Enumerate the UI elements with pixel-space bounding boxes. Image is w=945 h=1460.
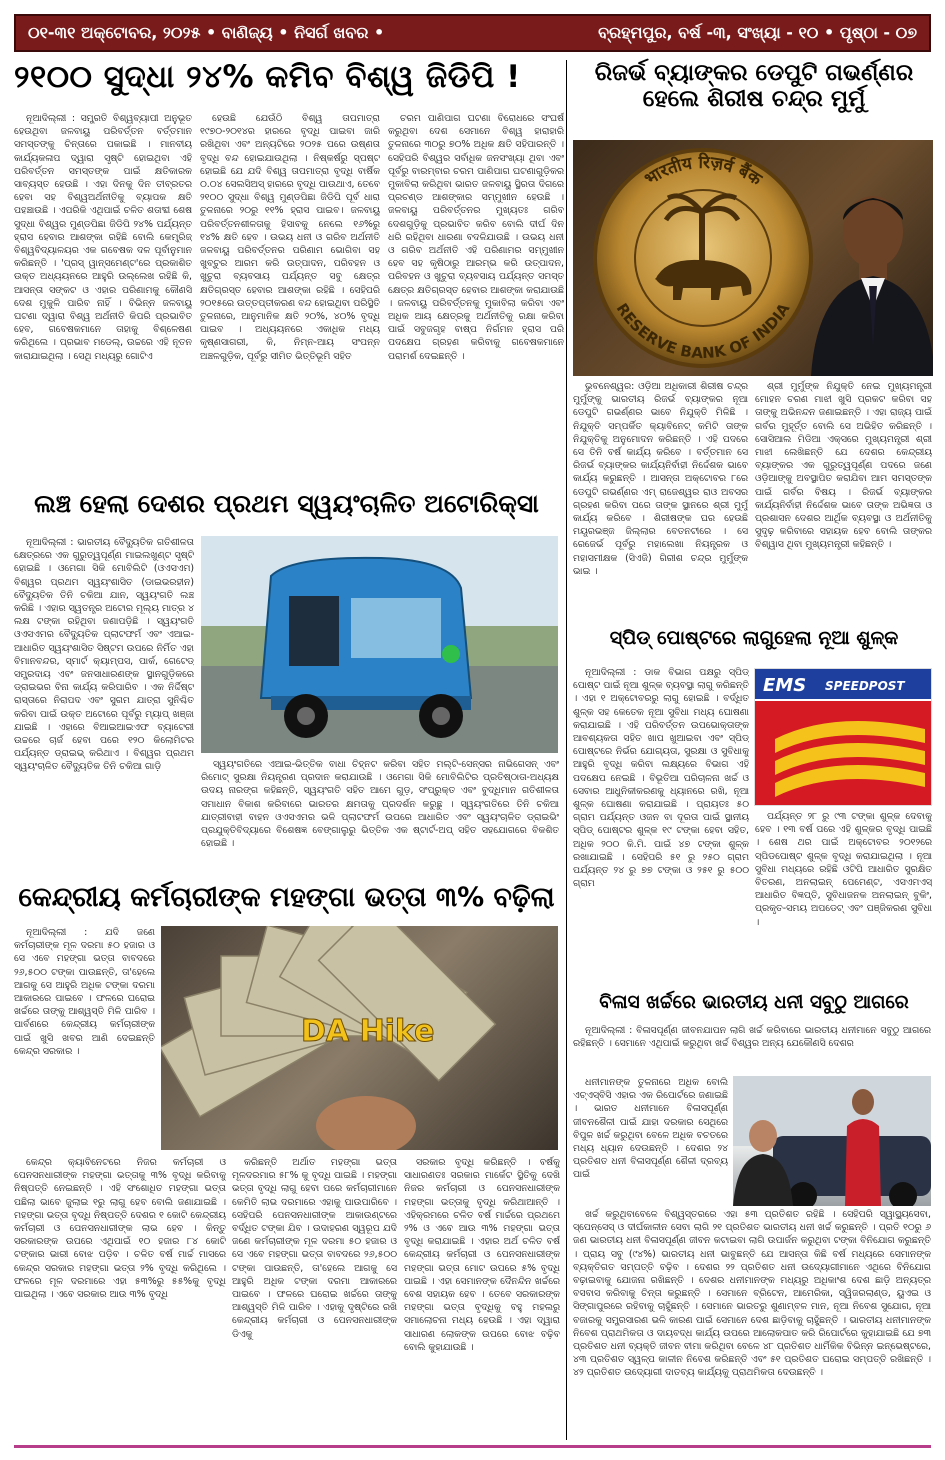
rich-couple-photo xyxy=(733,1076,931,1206)
post-text-1: ନୂଆଦିଲ୍ଲୀ : ଡାକ ବିଭାଗ ପକ୍ଷରୁ ସ୍ପିଡ୍ ପୋଷ୍ଟ ପାଇଁ ନୂଆ ଶୁଳ୍କ ବ୍ୟବସ୍ଥା ଲାଗୁ କରିଛନ୍ତି । ଏହା ୧ ଅକ୍ଟୋବରରୁ ଲାଗୁ ହୋଇଛି । ବର୍ଦ୍ଧିତ ଶୁଳ୍କ ସହ କେତେକ ନୂଆ ସୁବିଧା ମଧ୍ୟ ଘୋଷଣା କରାଯାଇଛି । ଏହି ପରିବର୍ତ୍ତନ ଉପଭୋକ୍ତାଙ୍କ ଆବଶ୍ୟକତା ସହିତ ଖାପ ଖୁଆଇବା ଏବଂ ସ୍ପିଡ୍ ପୋଷ୍ଟରେ ନିର୍ଭର ଯୋଗ୍ୟତା, ସୁରକ୍ଷା ଓ ସୁବିଧାକୁ ଆହୁରି ବୃଦ୍ଧି କରିବା ଲକ୍ଷ୍ୟରେ ବିଭାଗ ଏହି ପଦକ୍ଷେପ ନେଇଛି । ବିଭୂତିଆ ପରିଚାଳନା ଖର୍ଚ୍ଚ ଓ ସେବାର ଆଧୁନିକୀକରଣକୁ ଧ୍ୟାନରେ ରଖି, ନୂଆ ଶୁଳ୍କ ଘୋଷଣା କରାଯାଇଛି । ପ୍ରାୟତଃ ୫୦ ଗ୍ରାମ ପର୍ଯ୍ୟନ୍ତ ଓଜନ ବା ଦୂରତା ପାଇଁ ସ୍ଥାନୀୟ ସ୍ପିଡ୍ ପୋଷ୍ଟର ଶୁଳ୍କ ୧୯ ଟଙ୍କା ହେବା ସହିତ, ଅଧିକ ୨୦୦ କି.ମି. ପାଇଁ ୪୭ ଟଙ୍କା ଶୁଳ୍କ ରଖାଯାଇଛି । ସେହିପରି ୫୧ ରୁ ୨୫୦ ଗ୍ରାମ ପର୍ଯ୍ୟନ୍ତ ୨୪ ରୁ ୭୭ ଟଙ୍କା ଓ ୨୫୧ ରୁ ୫୦୦ ଗ୍ରାମ xyxy=(573,667,749,890)
rbi-photo xyxy=(573,140,933,376)
gdp-column-2 xyxy=(200,112,380,484)
speedpost-label: SPEEDPOST xyxy=(825,679,905,693)
seal-hindi-text: भारतीय रिज़र्व बैंक xyxy=(641,152,766,190)
da-text-1b: କେନ୍ଦ୍ର କ୍ୟାବିନେଟରେ ନିଜର କର୍ମଚାରୀ ଓ ପେନସନଧାରୀଙ୍କ ମହଙ୍ଗା ଭତ୍ତାକୁ ୩% ବୃଦ୍ଧି କରିବାକୁ ନିଷ୍ପତ୍ତି ନେଇଛନ୍ତି । ଏହି ସଂଶୋଧିତ ମହଙ୍ଗା ଭତ୍ତା ପଛିଲା ଭାବେ ଜୁଲାଇ ୧ରୁ ଲାଗୁ ହେବ ବୋଲି ଜଣାଯାଇଛି । ମହଙ୍ଗା ଭତ୍ତା ବୃଦ୍ଧି ନିଷ୍ପତ୍ତି ଦେଶର ୧ କୋଟି କେନ୍ଦ୍ରୀୟ କର୍ମଚାରୀ ଓ ପେନସନଧାରୀଙ୍କ ଲାଭ ହେବ । କିନ୍ତୁ ସରକାରଙ୍କ ଉପରେ ଏଥିପାଇଁ ୧୦ ହଜାର ୮୪ କୋଟି ଟଙ୍କାର ଭାରୀ ବୋଝ ପଡ଼ିବ । ଚଳିତ ବର୍ଷ ମାର୍ଚ୍ଚ ମାସରେ କେନ୍ଦ୍ର ସରକାର ମହଙ୍ଗା ଭତ୍ତା ୨% ବୃଦ୍ଧି କରିଥିଲେ । ଫଳରେ ମୂଳ ଦରମାରେ ଏହା ୫୩%ରୁ ୫୫%କୁ ବୃଦ୍ଧି ପାଇଥିଲା । ଏବେ ସରକାର ଆଉ ୩% ବୃଦ୍ଧି xyxy=(14,1157,226,1301)
rich-side-text: ଧନୀମାନଙ୍କ ତୁଳନାରେ ଅଧିକ ବୋଲି ଏଚ୍ଏସ୍ବିସି ଏହାର ଏକ ରିପୋର୍ଟରେ ଜଣାଇଛି । ଭାରତ ଧନୀମାନେ ବିଳାସପୂର୍ଣ୍ଣ ଜୀବନଶୈଳୀ ପାଇଁ ଯାହା ଦରକାର ସେଥିରେ ବିପୁଳ ଖର୍ଚ୍ଚ କରୁଥିବା ବେଳେ ଅଧିକ ବଚତରେ ମଧ୍ୟ ଧ୍ୟାନ ଦେଉଛନ୍ତି । ଦେଶର ୨୪ ପ୍ରତିଶତ ଧନୀ ବିଳାସପୂର୍ଣ୍ଣ ଶୈଳୀ ଦ୍ରବ୍ୟ ପାଇଁ xyxy=(573,1077,728,1181)
rich-column-full xyxy=(573,1208,931,1440)
post-text-2: ପର୍ଯ୍ୟନ୍ତ ୨୮ ରୁ ୯୩ ଟଙ୍କା ଶୁଳ୍କ ଦେବାକୁ ହେବ । ୧୩ ବର୍ଷ ପରେ ଏହି ଶୁଳ୍କର ବୃଦ୍ଧି ପାଇଛି । ଶେଷ ଥର ପାଇଁ ଅକ୍ଟୋବର ୨୦୧୨ରେ ସ୍ପିଡପୋଷ୍ଟ ଶୁଳ୍କ ବୃଦ୍ଧି କରାଯାଇଥିଲା । ନୂଆ ସୁବିଧା ମଧ୍ୟରେ ରହିଛି ଓଟିପି ଆଧାରିତ ସୁରକ୍ଷିତ ବିତରଣ, ଅନଲାଇନ୍ ପେମେଣ୍ଟ, ଏସଏମଏସ୍ ଆଧାରିତ ବିଜ୍ଞପ୍ତି, ସୁବିଧାଜନକ ଅନଲାଇନ୍ ବୁକିଂ, ପ୍ରକୃତ-ସମୟ ଅପଡେଟ୍ ଏବଂ ପଞ୍ଜିକରଣ ସୁବିଧା । xyxy=(755,811,932,928)
rich-intro-text: ନୂଆଦିଲ୍ଲୀ : ବିଳାସପୂର୍ଣ୍ଣ ଜୀବନଯାପନ ଲାଗି ଖର୍ଚ୍ଚ କରିବାରେ ଭାରତୀୟ ଧନୀମାନେ ସବୁଠୁ ଆଗରେ ରହିଛନ୍ତି । ସେମାନେ ଏଥିପାଇଁ କରୁଥିବା ଖର୍ଚ୍ଚ ବିଶ୍ୱର ଅନ୍ୟ ଯେକୌଣସି ଦେଶର xyxy=(573,1025,931,1050)
da-column-1b xyxy=(14,1156,226,1440)
autorickshaw-photo xyxy=(201,536,558,753)
masthead-place: ବ୍ରହ୍ମପୁର, ବର୍ଷ -୩, ସଂଖ୍ୟା - ୧୦ • ପୃଷ୍ଠା - ୦୭ xyxy=(598,23,917,42)
da-hike-label: DA Hike xyxy=(301,1014,435,1049)
footer-divider xyxy=(14,1445,931,1448)
rich-full-text: ଖର୍ଚ୍ଚ କରୁଥିବାବେଳେ ବିଶ୍ୱସ୍ତରରେ ଏହା ୫୩ ପ୍ରତିଶତ ରହିଛି । ସେହିପରି ସ୍ୱାସ୍ଥ୍ୟସେବା, ସ୍ପେନ୍ସେସ୍ ଓ ଦୀର୍ଘକାଳୀନ ସେବା ଲାଗି ୨୧ ପ୍ରତିଶତ ଭାରତୀୟ ଧନୀ ଖର୍ଚ୍ଚ କରୁଛନ୍ତି । ପ୍ରତି ୧୦ରୁ ୬ ଜଣ ଭାରତୀୟ ଧନୀ ବିଳାସପୂର୍ଣ୍ଣ ଜୀବନ କଟାଇବା ଲାଗି ଉପାର୍ଜନ କରୁଥିବା ଟଙ୍କା ବିନିଯୋଗ କରୁଛନ୍ତି । ପ୍ରାୟ ସବୁ (୯୪%) ଭାରତୀୟ ଧନୀ ଭାବୁଛନ୍ତି ଯେ ଆସନ୍ତା କିଛି ବର୍ଷ ମଧ୍ୟରେ ସେମାନଙ୍କ ବ୍ୟକ୍ତିଗତ ସମ୍ପତ୍ତି ବଢ଼ିବ । ଦେଶର ୨୨ ପ୍ରତିଶତ ଧନୀ ଉଦ୍ୟୋଗୀମାନେ ଏଥିରେ ବିନିଯୋଗ ବଢ଼ାଇବାକୁ ଯୋଜନା ରଖିଛନ୍ତି । ଦେଶର ଧନୀମାନଙ୍କ ମଧ୍ୟରୁ ଅଧିକାଂଶ ଦେଶ ଛାଡ଼ି ଅନ୍ୟତ୍ର ବସବାସ କରିବାକୁ ଚିନ୍ତା କରୁଛନ୍ତି । ସେମାନେ ବ୍ରିଟେନ, ଆମେରିକା, ସ୍ୱିଜରଲାଣ୍ଡ, ୟୁଏଇ ଓ ସିଙ୍ଗାପୁରରେ ରହିବାକୁ ଚାହୁଁଛନ୍ତି । ସେମାନେ ଭାରତରୁ ଶୁଣାମ୍ବଳ ମାନ, ନୂଆ ନିବେଶ ସୁଯୋଗ, ନୂଆ ବଜାରକୁ ସମ୍ପ୍ରସାରଣ ଭଳି କାରଣ ପାଇଁ ସେମାନେ ଦେଶ ଛାଡ଼ିବାକୁ ଚାହୁଁଛନ୍ତି । ଭାରତୀୟ ଧନୀମାନଙ୍କ ନିବେଶ ପ୍ରାଥମିକତା ଓ ଦାୟବଦ୍ଧ କାର୍ଯ୍ୟ ଉପରେ ଆଲୋକପାତ କରି ରିପୋର୍ଟରେ କୁହାଯାଇଛି ଯେ ୭୩ ପ୍ରତିଶତ ଧନୀ ବ୍ୟକ୍ତି ଜୀବନ ବୀମା କରିଥିବା ବେଳେ ୪୮ ପ୍ରତିଶତ ଧାର୍ମିକିକ ବିଭିନ୍ନ ଇନ୍ଭେଷ୍ଟରେ, ୪୩ ପ୍ରତିଶତ ସ୍ୱଳ୍ପ କାଳୀନ ନିବେଶ କରିଛନ୍ତି ଏବଂ ୫୧ ପ୍ରତିଶତ ଘରୋଇ ସମ୍ପତ୍ତି ରଖିଛନ୍ତି । ୪୨ ପ୍ରତିଶତ ଉଦ୍ୟୋଗୀ ଦାତବ୍ୟ କାର୍ଯ୍ୟକୁ ପ୍ରାଥମିକତା ଦେଉଛନ୍ତି । xyxy=(573,1209,931,1379)
da-text-3: ସରକାର ବୃଦ୍ଧି କରିଛନ୍ତି । ବର୍ଷକୁ ସାଧାରଣତଃ ସରକାର ମାର୍କେଟ ସ୍ଥିତିକୁ ଦେଖି ନିଜର କର୍ମଚାରୀ ଓ ପେନସନଧାରୀଙ୍କ ମହଙ୍ଗା ଭତ୍ତାକୁ ବୃଦ୍ଧି କରିଥାଆନ୍ତି । ଏହିକ୍ରମରେ ଚଳିତ ବର୍ଷ ମାର୍ଚ୍ଚରେ ପ୍ରଥମେ ୨% ଓ ଏବେ ଆଉ ୩% ମହଙ୍ଗା ଭତ୍ତା ବୃଦ୍ଧି କରାଯାଇଛି । ଏହାର ଅର୍ଥ ଚଳିତ ବର୍ଷ କେନ୍ଦ୍ରୀୟ କର୍ମଚାରୀ ଓ ପେନସନଧାରୀଙ୍କ ମହଙ୍ଗା ଭତ୍ତା ମୋଟ ଉପରେ ୫% ବୃଦ୍ଧି ପାଇଛି । ଏହା ସେମାନଙ୍କ ଦୈନନ୍ଦିନ ଖର୍ଚ୍ଚରେ ବେଶ ସହାୟକ ହେବ । ତେବେ ସରକାରଙ୍କ ମହଙ୍ଗା ଭତ୍ତା ବୃଦ୍ଧିକୁ ବହୁ ମହଲରୁ ସମାଲୋଚନା ମଧ୍ୟ ହେଉଛି । ଏହା ଦ୍ୱାରା ସାଧାରଣ ଲୋକଙ୍କ ଉପରେ ବୋଝ ବଢ଼ିବ ବୋଲି କୁହାଯାଉଛି । xyxy=(404,1157,560,1353)
rbi-seal-illustration xyxy=(573,140,933,376)
speedpost-logo xyxy=(754,668,932,806)
auto-column-1 xyxy=(14,536,194,876)
post-headline: ସ୍ପିଡ୍ ପୋଷ୍ଟରେ ଲାଗୁହେଲା ନୂଆ ଶୁଳ୍କ xyxy=(609,627,899,649)
da-hike-photo xyxy=(161,926,558,1150)
post-column-1 xyxy=(573,666,749,986)
portrait-figure xyxy=(811,196,933,376)
gdp-text-3: ଚରମ ପାଣିପାଗ ଘଟଣା ବିରୋଧରେ ସଂଘର୍ଷ କରୁଥିବା ଦେଶ ସେମାନେ ବିଶ୍ୱ ହାରାହାରି ତୁଳନାରେ ୩୦ରୁ ୭୦% ଅଧିକ କ୍ଷତି ସହିପାରନ୍ତି । ସେହିପରି ବିଶ୍ୱର ସର୍ବାଧିକ ଜନସଂଖ୍ୟା ଥିବା ଏବଂ ପୂର୍ବରୁ ବାରମ୍ବାର ଚରମ ପାଣିପାଗ ଘଟଣାଗୁଡ଼ିକର ମୁକାବିଲା କରିଥିବା ଭାରତ ଜଳବାୟୁ ସ୍ଥିରତା ଦିଗରେ ପ୍ରଚଣ୍ଡ ଆଶଙ୍କାର ସମ୍ମୁଖୀନ ହେଉଛି । ଜଳବାୟୁ ପରିବର୍ତ୍ତନର ମୁଖ୍ୟତଃ ଗରିବ ଦେଶଗୁଡ଼ିକୁ ପ୍ରଭାବିତ କରିବ ବୋଲି ଦୀର୍ଘ ଦିନ ଧରି ରହିଥିବା ଧାରଣା ବଦଳିଯାଉଛି । ଉଭୟ ଧନୀ ଓ ଗରିବ ଅର୍ଥନୀତି ଏହି ପରିଣାମର ସମ୍ମୁଖୀନ ହେବ ସହ କୃଷିଠାରୁ ଆରମ୍ଭ କରି ଉତ୍ପାଦନ, ପରିବହନ ଓ ଖୁଚୁରା ବ୍ୟବସାୟ ପର୍ଯ୍ୟନ୍ତ ସମସ୍ତ କ୍ଷେତ୍ର କ୍ଷତିଗ୍ରସ୍ତ ହେବାର ଆଶଙ୍କା କରାଯାଉଛି । ଜଳବାୟୁ ପରିବର୍ତ୍ତନକୁ ମୁକାବିଲା କରିବା ଏବଂ ଅଧିକ ଆୟ କ୍ଷେତ୍ରକୁ ଅର୍ଥନୀତିକୁ ରକ୍ଷା କରିବା ପାଇଁ ସବୁଜଗୃହ ବାଷ୍ପ ନିର୍ଗମନ ହ୍ରାସ ପରି ପଦକ୍ଷେପ ଗ୍ରହଣ କରିବାକୁ ଗବେଷକମାନେ ପରାମର୍ଶ ଦେଇଛନ୍ତି । xyxy=(388,113,564,362)
rich-intro xyxy=(573,1024,931,1076)
da-column-3 xyxy=(404,1156,560,1440)
auto-text-1: ନୂଆଦିଲ୍ଲୀ : ଭାରତୀୟ ବୈଦ୍ୟୁତିକ ଗତିଶୀଳତା କ୍ଷେତ୍ରରେ ଏକ ଗୁରୁତ୍ୱପୂର୍ଣ୍ଣ ମାଇଲଖୁଣ୍ଟ ସୃଷ୍ଟି ହୋଇଛି । ଓମେଗା ସିକି ମୋବିଲିଟି (ଓଏସଏମ) ବିଶ୍ୱର ପ୍ରଥମ ସ୍ୱୟଂଶାସିତ (ଡାଇଭରହୀନ) ବୈଦ୍ୟୁତିକ ତିନି ଚକିଆ ଯାନ, ସ୍ୱୟଂଗତି ଲଞ୍ଚ କରିଛି । ଏହାର ସ୍ୱତନ୍ତ୍ର ଅଟୋର ମୂଲ୍ୟ ମାତ୍ର ୪ ଲକ୍ଷ ଟଙ୍କା ରହିଥିବା ଜଣାପଡ଼ିଛି । ସ୍ୱୟଂଗତି ଓଏସଏମର ବୈଦ୍ୟୁତିକ ପ୍ଲାଟଫର୍ମ ଏବଂ ଏଆଇ-ଆଧାରିତ ସ୍ୱୟଂଶାସିତ ସିଷ୍ଟମ ଉପରେ ନିର୍ମିତ ଏହା ବିମାନବନ୍ଦର, ସ୍ମାର୍ଟ କ୍ୟାମ୍ପସ, ପାର୍କ, ଗେଟେଡ୍ ସମ୍ପ୍ରଦାୟ ଏବଂ ଜନସାଧାରଣଙ୍କ ସ୍ଥାନଗୁଡ଼ିକରେ ଡ୍ରାଇଭର ବିନା କାର୍ଯ୍ୟ କରିପାରିବ । ଏକ ନିର୍ଦ୍ଦିଷ୍ଟ ରାସ୍ତାରେ ନିରାପଦ ଏବଂ ସୁଗମ ଯାତ୍ରା ସୁନିଶ୍ଚିତ କରିବା ପାଇଁ ଉକ୍ତ ଅଟୋରେ ପୂର୍ବରୁ ମ୍ୟାପ୍ ଖଞ୍ଜା ଯାଇଛି । ଏହାରେ ବିଆଇଆଇଏଫ ବ୍ୟାଟେରୀ ଉଚ୍ଚରେ ଚାର୍ଜ ହେବା ପରେ ୧୨୦ କିଲୋମିଟର ପର୍ଯ୍ୟନ୍ତ ଡ୍ରାଇଭ୍ କରିଥାଏ । ବିଶ୍ୱର ପ୍ରଥମ ସ୍ୱୟଂଚାଳିତ ବୈଦ୍ୟୁତିକ ତିନି ଚକିଆ ଗାଡ଼ି xyxy=(14,537,194,773)
auto-text-2: ସ୍ୱୟଂଗତିରେ ଏଆଇ-ଭିତ୍ତିକ ବାଧା ଚିହ୍ନଟ କରିବା ସହିତ ମଲ୍ଟି-ସେନ୍ସର ନାଭିଗେସନ୍ ଏବଂ ରିମୋଟ୍ ସୁରକ୍ଷା ନିୟନ୍ତ୍ରଣ ପ୍ରଦାନ କରାଯାଉଛି । ଓମେଗା ସିକି ମୋବିଲିଟିର ପ୍ରତିଷ୍ଠାତା-ଅଧ୍ୟକ୍ଷ ଉଦୟ ନାରଙ୍ଗ କହିଛନ୍ତି, ସ୍ୱୟଂଗତି ସହିତ ଆମେ ଗୁଡ଼, ସଂପ୍ରୁକ୍ତ ଏବଂ ବୁଦ୍ଧିମାନ ଗତିଶୀଳତା ସମାଧାନ ବିକାଶ କରିବାରେ ଭାରତର କ୍ଷମତାକୁ ପ୍ରଦର୍ଶନ କରୁଛୁ । ସ୍ୱୟଂଗତିରେ ତିନି ଚକିଆ ଯାତ୍ରୀବାହୀ ବାହନ ଓଏସଏମର ଭଳି ପ୍ଲାଟଫର୍ମ ଉପରେ ଆଧାରିତ ଏବଂ ସ୍ୱୟଂଚାଳିତ ଡ୍ରାଇଭିଂ ପ୍ରଯୁକ୍ତିବିଦ୍ୟାରେ ବିଶେଷଜ୍ଞ ବେଙ୍ଗାଲୁରୁ ଭିତ୍ତିକ ଏକ ଷ୍ଟାର୍ଟ-ଅପ୍ ସହିତ ସହଯୋଗରେ ବିକଶିତ ହୋଇଛି । xyxy=(201,759,559,850)
masthead xyxy=(14,14,931,52)
masthead-date: ୦୧-୩୧ ଅକ୍ଟୋବର, ୨୦୨୫ • ବାଣିଜ୍ୟ • ନିସର୍ଗ ଖବର • xyxy=(28,23,385,42)
rich-column-side xyxy=(573,1076,728,1206)
rich-couple-illustration xyxy=(733,1076,931,1206)
rbi-headline: ରିଜର୍ଭ ବ୍ୟାଙ୍କର ଡେପୁଟି ଗଭର୍ଣ୍ଣର ହେଲେ ଶିରୀଷ ଚନ୍ଦ୍ର ମୁର୍ମୁ xyxy=(594,60,914,113)
da-text-2: କରିଛନ୍ତି ଅର୍ଥାତ ମହଙ୍ଗା ଭତ୍ତା ମୂଳଦରମାର ୫୮% କୁ ବୃଦ୍ଧି ପାଇଛି । ମହଙ୍ଗା ଭତ୍ତା ବୃଦ୍ଧି ଲାଗୁ ହେବା ପରେ କର୍ମଚାରୀମାନେ କେମିତି ଲାଭ ଦରମାରେ ଏହାକୁ ପାଉପାରିବେ । ସେହିପରି ପେନସନଧାରୀଙ୍କ ଆକାଉଣ୍ଟରେ ବର୍ଦ୍ଧିତ ଟଙ୍କା ଯିବ । ଉଦାହରଣ ସ୍ୱରୂପ ଯଦି ଜଣେ କର୍ମଚାରୀଙ୍କ ମୂଳ ଦରମା ୫୦ ହଜାର ଓ ସେ ଏବେ ମହଙ୍ଗା ଭତ୍ତା ବାବଦରେ ୨୬,୫୦୦ ଟଙ୍କା ପାଉଛନ୍ତି, ତା'ହେଲେ ଆଗକୁ ସେ ଆହୁରି ଅଧିକ ଟଙ୍କା ଦରମା ଆକାରରେ ପାଇବେ । ଫଳରେ ଘରୋଇ ଖର୍ଚ୍ଚରେ ତାଙ୍କୁ ଆଶ୍ୱସ୍ତି ମିଳି ପାରିବ । ଏହାକୁ ଦୃଷ୍ଟିରେ ରଖି କେନ୍ଦ୍ରୀୟ କର୍ମଚାରୀ ଓ ପେନସନଧାରୀଙ୍କ ଡିଏକୁ xyxy=(232,1157,397,1340)
gdp-column-3 xyxy=(388,112,564,484)
speedpost-logo-graphic xyxy=(755,669,932,806)
da-headline: କେନ୍ଦ୍ରୀୟ କର୍ମଚାରୀଙ୍କ ମହଙ୍ଗା ଭତ୍ତା ୩% ବଢ଼ିଲା xyxy=(18,882,555,913)
rich-headline: ବିଳାସ ଖର୍ଚ୍ଚରେ ଭାରତୀୟ ଧନୀ ସବୁଠୁ ଆଗରେ xyxy=(599,992,909,1013)
da-column-2 xyxy=(232,1156,397,1440)
rbi-column-1 xyxy=(573,380,748,626)
post-column-2 xyxy=(755,810,932,986)
currency-fan-illustration xyxy=(161,926,558,1150)
autorickshaw-illustration xyxy=(201,536,558,753)
palm-tree-icon xyxy=(699,210,705,262)
ems-label: EMS xyxy=(763,675,807,696)
gdp-text-2: ହେଉଛି ଯେଉଁଠି ବିଶ୍ୱ ତାପମାତ୍ରା ୧୯୭୦-୨୦୧୪ର ହାରରେ ବୃଦ୍ଧି ପାଇବା ଜାରି ରଖିଥିବା ଏବଂ ଅନ୍ୟଟିରେ ୨୦୨୫ ପରେ ଉଷ୍ଣତା ବୃଦ୍ଧି ବନ୍ଦ ହୋଇଯାଉଥିଲା । ନିଷ୍କର୍ଷରୁ ସ୍ପଷ୍ଟ ହୋଇଛି ଯେ ଯଦି ବିଶ୍ୱ ତାପମାତ୍ରା ବୃଦ୍ଧି ବାର୍ଷିକ ୦.୦୪ ସେଲସିଅସ୍ ହାରରେ ବୃଦ୍ଧି ପାଉଥାଏ, ତେବେ ୨୧୦୦ ସୁଦ୍ଧା ବିଶ୍ୱ ମୁଣ୍ଡପିଛା ଜିଡିପି ପୂର୍ବ ଧାରା ତୁଳନାରେ ୨୦ରୁ ୧୧% ହ୍ରାସ ପାଇବ। ଜଳବାୟୁ ପରିବର୍ତ୍ତନଶୀଳତାକୁ ହିସାବକୁ ନେଲେ ୧୬%ରୁ ୧୪% କ୍ଷତି ହେବ । ଉଭୟ ଧନୀ ଓ ଗରିବ ଅର୍ଥନୀତି ଜଳବାୟୁ ପରିବର୍ତ୍ତନର ପରିଣାମ ଭୋଗିବା ସହ ଖୁବ୍ଚୁର ଆରମ କରି ଉତ୍ପାଦନ, ପରିବହନ ଓ ଖୁଚୁରା ବ୍ୟବସାୟ ପର୍ଯ୍ୟନ୍ତ ସବୁ କ୍ଷେତ୍ର କ୍ଷତିଗ୍ରସ୍ତ ହେବାର ଆଶଙ୍କା ରହିଛି । ସେହିପରି ୨୦୧୫ରେ ଉତ୍ତପ୍ତୀକରଣ ବନ୍ଦ ହୋଇଥିବା ପରିସ୍ଥିତି ତୁଳନାରେ, ଆନୁମାନିକ କ୍ଷତି ୨୦%, ୪୦% ବୃଦ୍ଧି ପାଇବ । ଅଧ୍ୟୟନରେ ଏକାଧିକ ମଧ୍ୟ କୃଷ୍ଣସାଗରୀ, କି, ନିମ୍ନ-ଆୟ ସଂପନ୍ନ ଅଞ୍ଚଳଗୁଡ଼ିକ, ପୂର୍ବରୁ ସୀମିତ ଭିତ୍ତିଭୂମି ସହିତ xyxy=(200,113,380,362)
auto-column-2 xyxy=(201,758,559,876)
gdp-text-1: ନୂଆଦିଲ୍ଲୀ : ସମ୍ପ୍ରତି ବିଶ୍ୱବ୍ୟାପୀ ଅନୁଭୂତ ହେଉଥିବା ଜଳବାୟୁ ପରିବର୍ତ୍ତନ ବର୍ତ୍ତମାନ ସମସ୍ତଙ୍କୁ ଚିନ୍ତାରେ ପକାଇଛି । ମାନବୀୟ କାର୍ଯ୍ୟକଳାପ ଦ୍ୱାରା ସୃଷ୍ଟି ହୋଇଥିବା ଏହି ପରିବର୍ତ୍ତନ ସମସ୍ତଙ୍କ ପାଇଁ କ୍ଷତିକାରକ ସାବ୍ୟସ୍ତ ହେଉଛି । ଏହା ଦିନକୁ ଦିନ ତୀବ୍ରତର ହେବା ସହ ବିଶ୍ୱଅର୍ଥନୀତିକୁ ବ୍ୟାପକ କ୍ଷତି ପହଞ୍ଚାଉଛି । ଏପରିକି ଏଥିପାଇଁ ଚଳିତ ଶତାବ୍ଦୀ ଶେଷ ସୁଦ୍ଧା ବିଶ୍ୱର ମୁଣ୍ଡପିଛା ଜିଡିପି ୨୪% ପର୍ଯ୍ୟନ୍ତ ହ୍ରାସ ହେବାର ଆଶଙ୍କା ରହିଛି ବୋଲି କେମ୍ବ୍ରିଜ୍ ବିଶ୍ୱବିଦ୍ୟାଳୟର ଏକ ଗବେଷକ ଦଳ ପୂର୍ବାନୁମାନ କରିଛନ୍ତି । 'ପ୍ରସ୍ ୱାନ୍ସମେଣ୍ଟ'ରେ ପ୍ରକାଶିତ ଉକ୍ତ ଅଧ୍ୟୟନରେ ଆହୁରି ଉଲ୍ଲେଖ ରହିଛି କି, ଆସନ୍ତା ସଙ୍କଟ ଓ ଏହାର ପରିଣାମକୁ କୌଣସି ଦେଶ ମୁକୁଳି ପାରିବ ନାହିଁ । ବିଭିନ୍ନ ଜଳବାୟୁ ଘଟଣା ଦ୍ୱାରା ବିଶ୍ୱ ଅର୍ଥନୀତି କିପରି ପ୍ରଭାବିତ ହେବ, ଗବେଷକମାନେ ତାହାକୁ ବିଶ୍ଳେଷଣ କରିଥିଲେ । ପ୍ରଭାବ ମଡେଲ୍, ଉଚ୍ଚରେ ଏହି ନୂତନ କାରାଯାଇଥିଲା । ସେଥି ମଧ୍ୟରୁ ଗୋଟିଏ xyxy=(14,113,192,362)
gdp-column-1 xyxy=(14,112,192,484)
column-divider xyxy=(566,60,567,1440)
da-column-1a xyxy=(14,926,155,1152)
rbi-text-1: ଭୁବନେଶ୍ୱର: ଓଡ଼ିଆ ଅଧିକାରୀ ଶିରୀଷ ଚନ୍ଦ୍ର ମୁର୍ମୁଙ୍କୁ ଭାରତୀୟ ରିଜର୍ଭ ବ୍ୟାଙ୍କର ନୂଆ ଡେପୁଟି ଗଭର୍ଣ୍ଣର ଭାବେ ନିଯୁକ୍ତି ମିଳିଛି । ନିଯୁକ୍ତି ସମ୍ପର୍କିତ କ୍ୟାବିନେଟ୍ କମିଟି ତାଙ୍କ ନିଯୁକ୍ତିକୁ ଅନୁମୋଦନ କରିଛନ୍ତି । ଏହି ପଦରେ ସେ ତିନି ବର୍ଷ କାର୍ଯ୍ୟ କରିବେ । ବର୍ତ୍ତମାନ ସେ ରିଜର୍ଭ ବ୍ୟାଙ୍କର କାର୍ଯ୍ୟନିର୍ବାହୀ ନିର୍ଦ୍ଦେଶକ ଭାବେ କାର୍ଯ୍ୟ କରୁଛନ୍ତି । ଆସନ୍ତା ଅକ୍ଟୋବର ୮ରେ ଡେପୁଟି ଗଭର୍ଣ୍ଣର ଏମ୍ ରାଜେଶ୍ୱର ରାଓ ଅବସର ଗ୍ରହଣ କରିବା ପରେ ତାଙ୍କ ସ୍ଥାନରେ ଶ୍ରୀ ମୁର୍ମୁ କାର୍ଯ୍ୟ କରିବେ । ଶିରୀଷଙ୍କ ଘର ହେଉଛି ମୟୂରଭଞ୍ଜ ଜିଲ୍ଲାର ବେତନଟୀରେ । ସେ ରେଜେର୍ଭ ପୂର୍ବରୁ ମହାଲେଖା ନିୟନ୍ତ୍ରକ ଓ ମହାସମୀକ୍ଷକ (ସିଏଜି) ଗିରୀଶ ଚନ୍ଦ୍ର ମୁର୍ମୁଙ୍କ ଭାଇ । xyxy=(573,381,748,577)
seal-english-text: RESERVE BANK OF INDIA xyxy=(612,300,794,363)
gdp-headline: ୨୧୦୦ ସୁଦ୍ଧା ୨୪% କମିବ ବିଶ୍ୱ ଜିଡିପି ! xyxy=(14,59,521,95)
rbi-text-2: ଶ୍ରୀ ମୁର୍ମୁଙ୍କ ନିଯୁକ୍ତି ନେଇ ମୁଖ୍ୟମନ୍ତ୍ରୀ ମୋହନ ଚରଣ ମାଝୀ ଖୁସି ପ୍ରକଟ କରିବା ସହ ତାଙ୍କୁ ଅଭିନନ୍ଦନ ଜଣାଇଛନ୍ତି । ଏହା ରାଜ୍ୟ ପାଇଁ ଗର୍ବର ମୁହୂର୍ତ୍ତ ବୋଲି ସେ ଅଭିହିତ କରିଛନ୍ତି । ସୋସିଆଲ ମିଡିଆ ଏକ୍ସରେ ମୁଖ୍ୟମନ୍ତ୍ରୀ ଶ୍ରୀ ମାଝୀ ଲେଖିଛନ୍ତି ଯେ ଦେଶର କେନ୍ଦ୍ରୀୟ ବ୍ୟାଙ୍କର ଏକ ଗୁରୁତ୍ୱପୂର୍ଣ୍ଣ ପଦରେ ଜଣେ ଓଡ଼ିଆଙ୍କୁ ଅବସ୍ଥାପିତ କରାଯିବା ଆମ ସମସ୍ତଙ୍କ ପାଇଁ ଗର୍ବର ବିଷୟ । ରିଜର୍ଭ ବ୍ୟାଙ୍କର କାର୍ଯ୍ୟନିର୍ବାହୀ ନିର୍ଦ୍ଦେଶକ ଭାବେ ତାଙ୍କ ଅଭିଜ୍ଞତା ଓ ପ୍ରଶାସନ ଦେଶର ଆର୍ଥିକ ବ୍ୟବସ୍ଥା ଓ ଅର୍ଥନୀତିକୁ ସୁଦୃଢ଼ କରିବାରେ ସହାୟକ ହେବ ବୋଲି ତାଙ୍କର ବିଶ୍ୱାସ ଥିବା ମୁଖ୍ୟମନ୍ତ୍ରୀ କହିଛନ୍ତି । xyxy=(755,381,932,551)
auto-headline: ଲଞ୍ଚ ହେଲା ଦେଶର ପ୍ରଥମ ସ୍ୱୟଂଚାଳିତ ଅଟୋରିକ୍ସା xyxy=(34,489,539,518)
rbi-column-2 xyxy=(755,380,932,626)
da-text-1a: ନୂଆଦିଲ୍ଲୀ : ଯଦି ଜଣେ କର୍ମଚାରୀଙ୍କ ମୂଳ ଦରମା ୫୦ ହଜାର ଓ ସେ ଏବେ ମହଙ୍ଗା ଭତ୍ତା ବାବଦରେ ୨୬,୫୦୦ ଟଙ୍କା ପାଉଛନ୍ତି, ତା'ହେଲେ ଆଗକୁ ସେ ଆହୁରି ଅଧିକ ଟଙ୍କା ଦରମା ଆକାରରେ ପାଇବେ । ଫଳରେ ଘରୋଇ ଖର୍ଚ୍ଚରେ ତାଙ୍କୁ ଆଶ୍ୱସ୍ତି ମିଳି ପାରିବ । ପାର୍ବଣରେ କେନ୍ଦ୍ରୀୟ କର୍ମଚାରୀଙ୍କ ପାଇଁ ଖୁସି ଖବର ଆଣି ଦେଇଛନ୍ତି କେନ୍ଦ୍ର ସରକାର । xyxy=(14,927,155,1057)
